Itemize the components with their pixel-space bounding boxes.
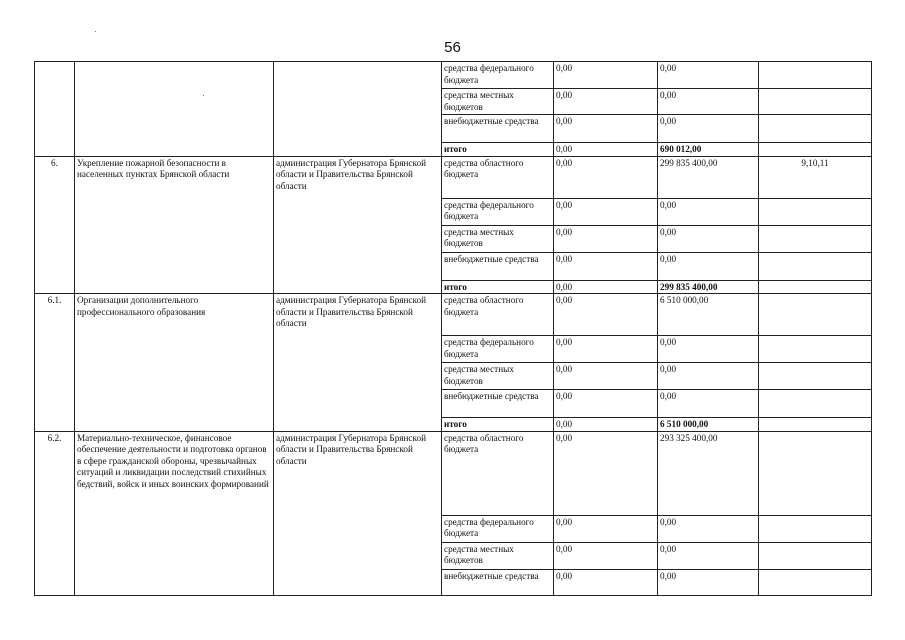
funding-source-cell: средства федерального бюджета <box>442 336 554 363</box>
value-cell: 0,00 <box>554 198 658 225</box>
note-cell <box>759 336 872 363</box>
funding-source-cell: средства федерального бюджета <box>442 62 554 89</box>
executor-cell <box>274 62 442 157</box>
value-cell: 0,00 <box>658 336 759 363</box>
note-cell <box>759 431 872 515</box>
value-cell: 0,00 <box>658 542 759 569</box>
note-cell <box>759 62 872 89</box>
funding-source-cell: внебюджетные средства <box>442 115 554 143</box>
note-cell <box>759 89 872 115</box>
note-cell <box>759 418 872 432</box>
total-value-cell: 6 510 000,00 <box>658 418 759 432</box>
value-cell: 0,00 <box>658 62 759 89</box>
value-cell: 0,00 <box>554 143 658 157</box>
value-cell: 0,00 <box>658 569 759 595</box>
value-cell: 0,00 <box>658 115 759 143</box>
total-value-cell: 299 835 400,00 <box>658 280 759 294</box>
row-number-cell: 6.1. <box>35 294 75 432</box>
funding-source-cell: средства местных бюджетов <box>442 542 554 569</box>
row-number-cell: 6.2. <box>35 431 75 595</box>
measure-name-cell <box>75 62 274 157</box>
total-label-cell: итого <box>442 143 554 157</box>
note-cell <box>759 569 872 595</box>
executor-cell: администрация Губернатора Брянской области и Правительства Брянской области <box>274 156 442 294</box>
measure-name-cell: Материально-техническое, финансовое обеспечение деятельности и подготовка органов в сфере гражданской обороны, чрезвычайных ситуаций и ликвидации последствий стихийных бедствий, войск и иных воинских формирований <box>75 431 274 595</box>
measure-name-cell: Укрепление пожарной безопасности в населенных пунктах Брянской области <box>75 156 274 294</box>
note-cell: 9,10,11 <box>759 156 872 198</box>
value-cell: 299 835 400,00 <box>658 156 759 198</box>
value-cell: 0,00 <box>554 252 658 280</box>
value-cell: 6 510 000,00 <box>658 294 759 336</box>
value-cell: 0,00 <box>658 225 759 252</box>
value-cell: 0,00 <box>554 418 658 432</box>
value-cell: 0,00 <box>554 363 658 390</box>
note-cell <box>759 143 872 157</box>
value-cell: 0,00 <box>554 115 658 143</box>
funding-source-cell: средства областного бюджета <box>442 294 554 336</box>
funding-source-cell: внебюджетные средства <box>442 569 554 595</box>
value-cell: 0,00 <box>554 89 658 115</box>
value-cell: 0,00 <box>554 156 658 198</box>
funding-source-cell: средства местных бюджетов <box>442 89 554 115</box>
value-cell: 0,00 <box>554 542 658 569</box>
note-cell <box>759 115 872 143</box>
value-cell: 0,00 <box>554 390 658 418</box>
table-row <box>35 62 872 89</box>
funding-source-cell: средства областного бюджета <box>442 156 554 198</box>
table-row <box>35 156 872 198</box>
budget-table <box>34 61 872 596</box>
funding-source-cell: средства местных бюджетов <box>442 363 554 390</box>
total-label-cell: итого <box>442 418 554 432</box>
value-cell: 0,00 <box>554 569 658 595</box>
funding-source-cell: внебюджетные средства <box>442 390 554 418</box>
page-number: 56 <box>444 39 461 56</box>
note-cell <box>759 294 872 336</box>
value-cell: 0,00 <box>554 336 658 363</box>
funding-source-cell: средства местных бюджетов <box>442 225 554 252</box>
table-row <box>35 431 872 515</box>
value-cell: 0,00 <box>658 252 759 280</box>
value-cell: 0,00 <box>658 515 759 542</box>
value-cell: 0,00 <box>554 515 658 542</box>
value-cell: 0,00 <box>658 363 759 390</box>
note-cell <box>759 515 872 542</box>
note-cell <box>759 363 872 390</box>
note-cell <box>759 542 872 569</box>
value-cell: 0,00 <box>554 294 658 336</box>
note-cell <box>759 225 872 252</box>
note-cell <box>759 198 872 225</box>
executor-cell: администрация Губернатора Брянской области и Правительства Брянской области <box>274 294 442 432</box>
value-cell: 293 325 400,00 <box>658 431 759 515</box>
scan-speck <box>95 31 96 32</box>
note-cell <box>759 280 872 294</box>
measure-name-cell: Организации дополнительного профессионального образования <box>75 294 274 432</box>
row-number-cell: 6. <box>35 156 75 294</box>
funding-source-cell: средства федерального бюджета <box>442 515 554 542</box>
note-cell <box>759 252 872 280</box>
total-label-cell: итого <box>442 280 554 294</box>
value-cell: 0,00 <box>658 89 759 115</box>
value-cell: 0,00 <box>554 225 658 252</box>
note-cell <box>759 390 872 418</box>
executor-cell: администрация Губернатора Брянской области и Правительства Брянской области <box>274 431 442 595</box>
value-cell: 0,00 <box>554 280 658 294</box>
funding-source-cell: внебюджетные средства <box>442 252 554 280</box>
total-value-cell: 690 012,00 <box>658 143 759 157</box>
row-number-cell <box>35 62 75 157</box>
value-cell: 0,00 <box>658 198 759 225</box>
value-cell: 0,00 <box>554 62 658 89</box>
table-row <box>35 294 872 336</box>
funding-source-cell: средства федерального бюджета <box>442 198 554 225</box>
funding-source-cell: средства областного бюджета <box>442 431 554 515</box>
value-cell: 0,00 <box>554 431 658 515</box>
value-cell: 0,00 <box>658 390 759 418</box>
